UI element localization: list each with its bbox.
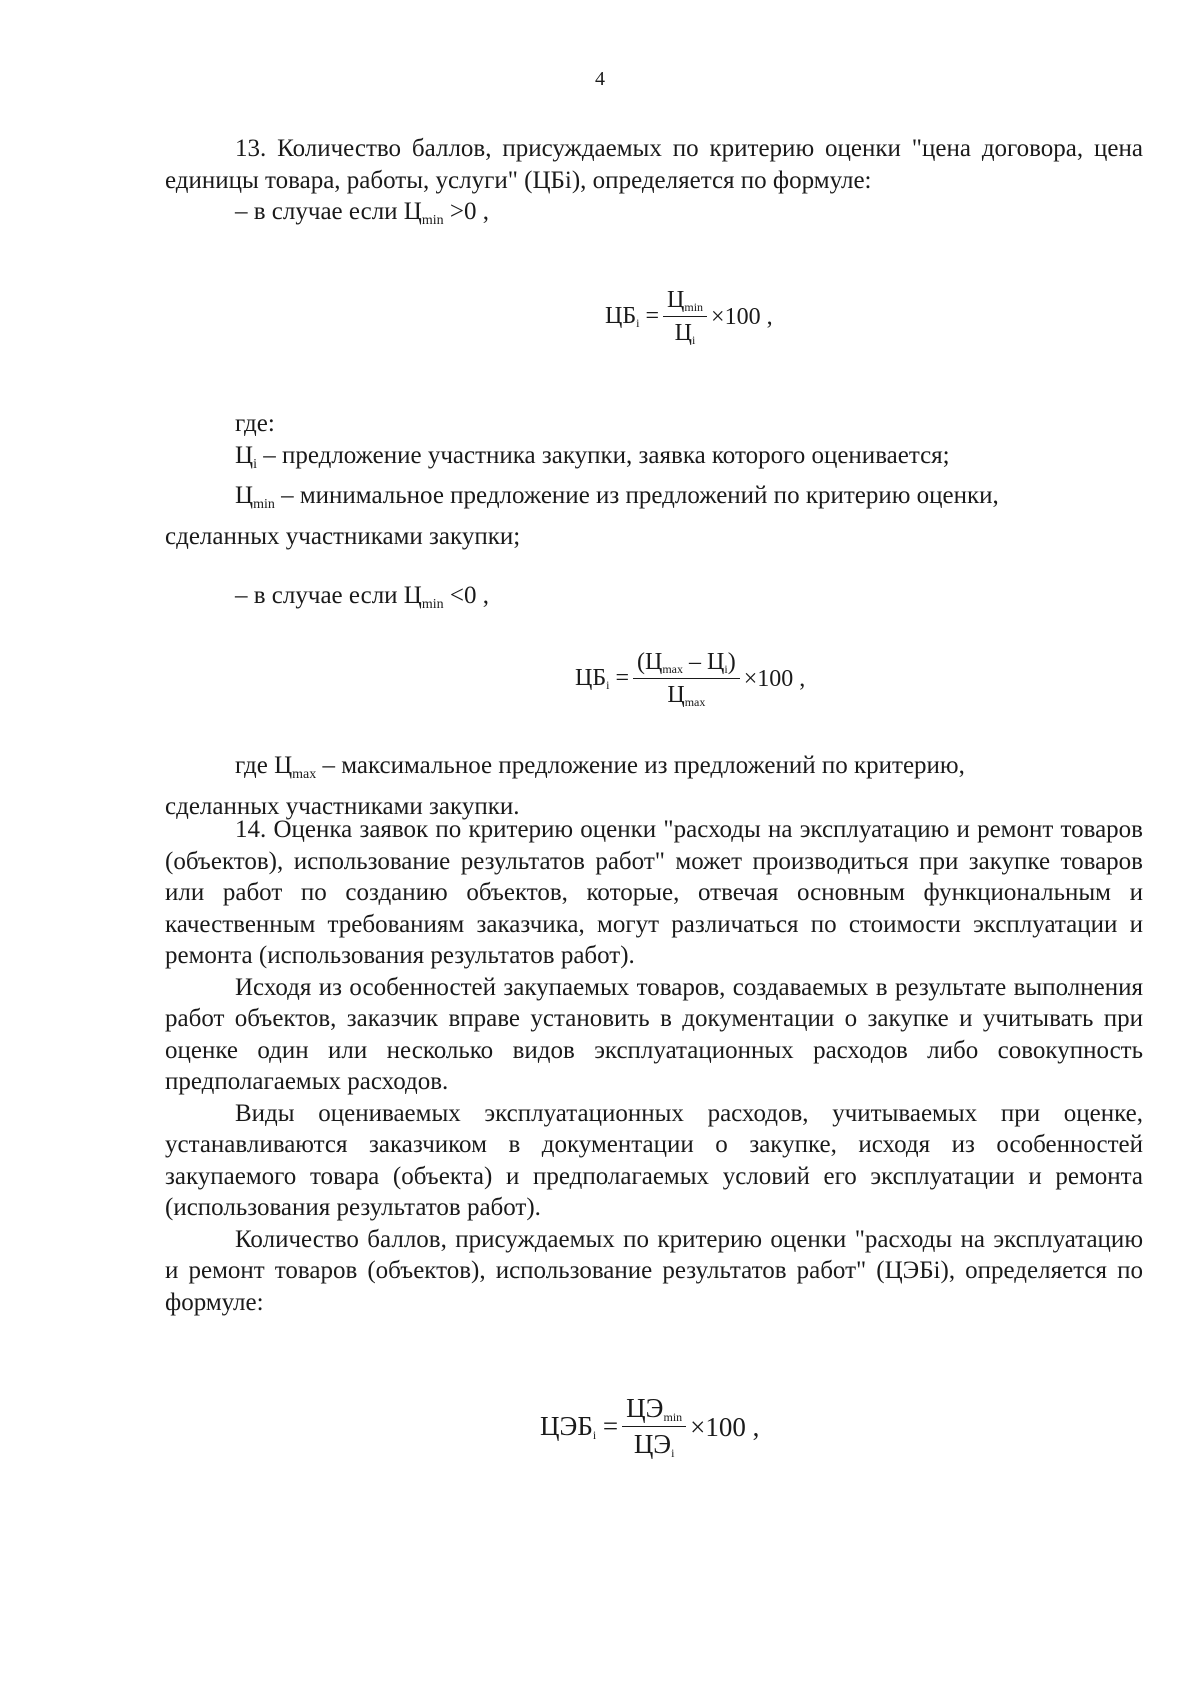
paragraph-14: 14. Оценка заявок по критерию оценки "расходы на эксплуатацию и ремонт товаров (объектов), использование результатов работ" может производиться при закупке товаров или работ по созданию объектов, которые, отвечая основным функциональным и качественным требованиям заказчика, могут различаться по стоимости эксплуатации и ремонта (использования результатов работ). [165,816,1143,969]
formula-1-fraction: $\frac{Ц\min}{Цi}$ [663,288,707,346]
paragraph-points: Количество баллов, присуждаемых по критерию оценки "расходы на эксплуатацию и ремонт товаров (объектов), использование результатов работ" (ЦЭБi), определяется по формуле: [165,1225,1143,1316]
where-block-2 [165,750,1143,822]
formula-ceb: ЦЭБi = $\frac{ЦЭ\min}{\text{ЦЭi}}$ ×100 , [540,1393,760,1460]
case-1-condition: – в случае если $Ц_{min} >0$ , [235,198,490,228]
case-2-condition: – в случае если $Ц_{min} <0$ , [235,582,490,612]
page-number: 4 [595,68,605,90]
formula-2-fraction: $\frac{(Ц\max - Цi)}{Ц\max}$ [633,650,740,708]
paragraph-features: Исходя из особенностей закупаемых товаров, создаваемых в результате выполнения работ объектов, заказчик вправе установить в документации о закупке и учитывать при оценке один или несколько видов эксплуатационных расходов либо совокупность предполагаемых расходов. [165,973,1143,1095]
paragraph-13 [165,133,1143,237]
formula-3-fraction: $\frac{ЦЭ\min}{\text{ЦЭi}}$ [622,1395,686,1459]
where-label: где: [235,410,275,437]
formula-cb-positive: ЦБi = $\frac{Ц\min}{Цi}$ ×100 , [605,287,773,347]
definition-cmin-continued: сделанных участниками закупки; [165,522,521,550]
paragraph-13-text: 13. Количество баллов, присуждаемых по критерию оценки "цена договора, цена единицы товара, работы, услуги" (ЦБi), определяется по формуле: [165,135,1143,194]
definition-cmax: где $Ц_{max}$ – максимальное предложение из предложений по критерию, [235,752,965,782]
definition-cmin: $Ц_{min}$ – минимальное предложение из предложений по критерию оценки, [235,482,999,512]
paragraph-types: Виды оцениваемых эксплуатационных расходов, учитываемых при оценке, устанавливаются заказчиком в документации о закупке, исходя из особенностей закупаемого товара (объекта) и предполагаемых условий его эксплуатации и ремонта (использования результатов работ). [165,1099,1143,1221]
where-block-1 [165,408,1143,552]
formula-cb-negative: ЦБi = $\frac{(Ц\max - Цi)}{Ц\max}$ ×100 , [575,649,806,709]
paragraph-14-section [165,814,1143,1318]
definition-cmax-continued: сделанных участниками закупки. [165,792,520,820]
definition-ci: $Ц_i$ – предложение участника закупки, заявка которого оценивается; [235,441,950,472]
